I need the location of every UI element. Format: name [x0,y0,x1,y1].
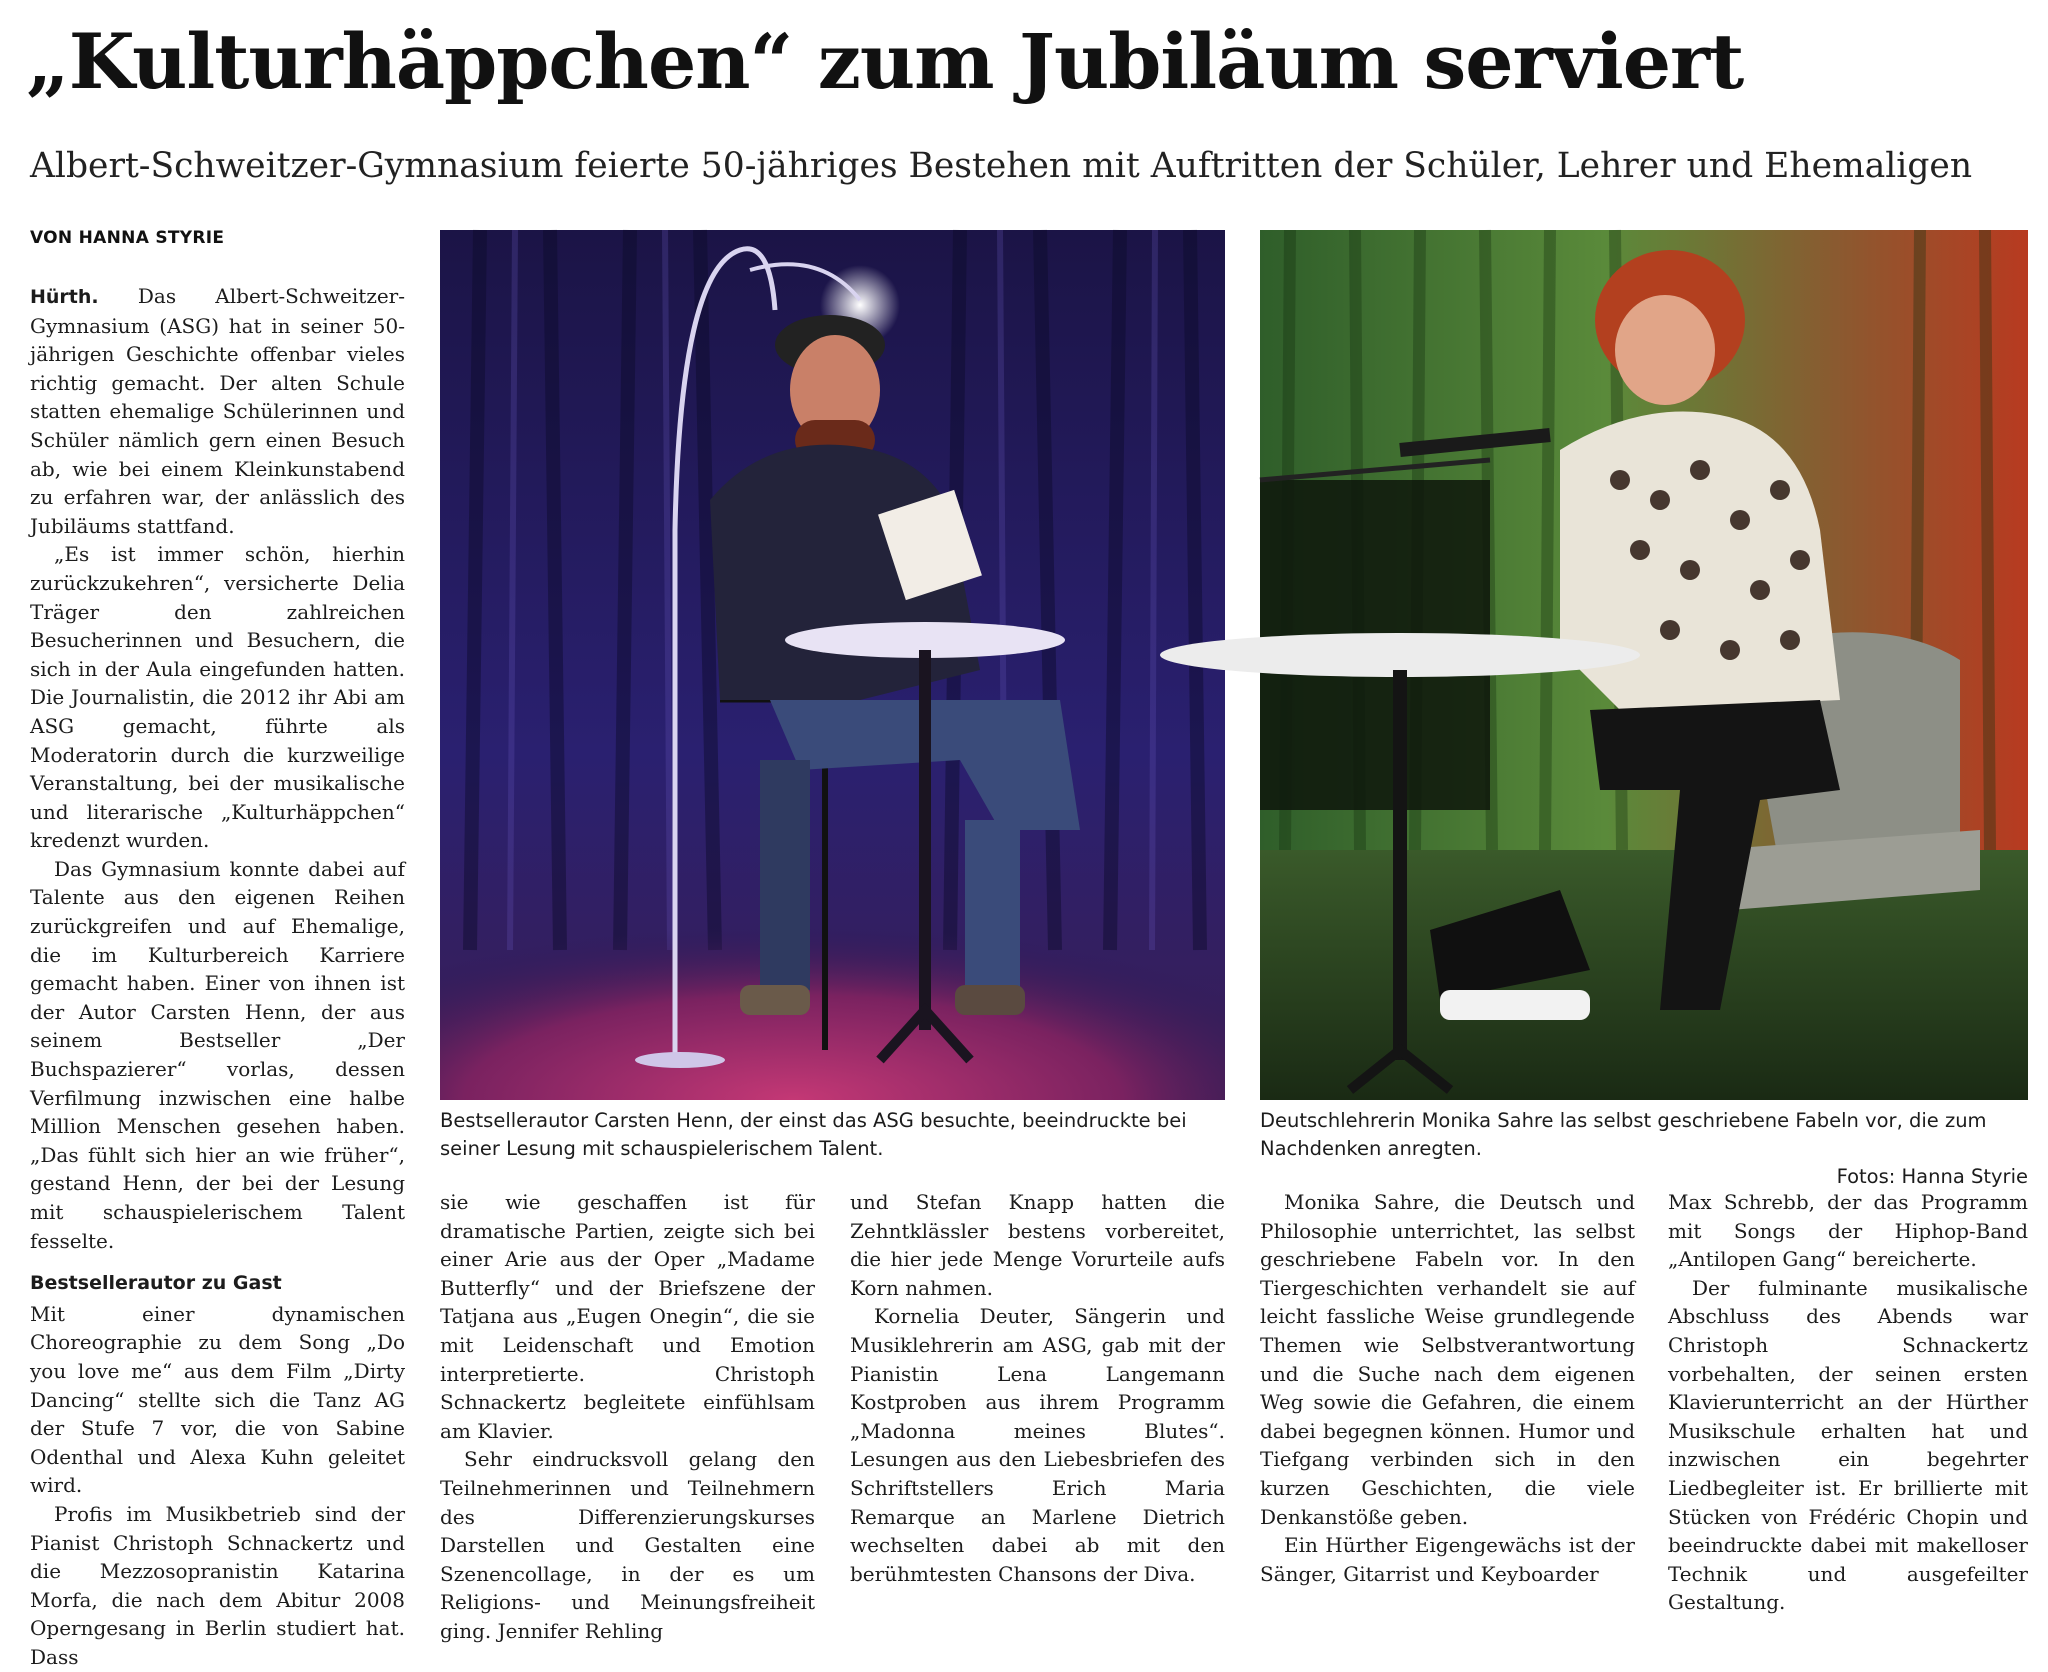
paragraph: Sehr eindrucksvoll gelang den Teilnehmerinnen und Teilnehmern des Differenzierungskurses Darstellen und Gestalten eine Szenencollage, in der es um Religions- und Meinungsfreiheit ging. Jennifer Rehling [440,1447,815,1643]
paragraph: Kornelia Deuter, Sängerin und Musiklehrerin am ASG, gab mit der Pianistin Lena Langemann Kostproben aus ihrem Programm „Madonna meines Blutes“. Lesungen aus den Liebesbriefen des Schriftstellers Erich Maria Remarque an Marlene Dietrich wechselten dabei ab mit den berühmtesten Chansons der Diva. [850,1304,1225,1586]
paragraph: Max Schrebb, der das Programm mit Songs der Hiphop-Band „Antilopen Gang“ bereicherte. [1668,1190,2028,1272]
paragraph: Monika Sahre, die Deutsch und Philosophie unterrichtet, las selbst geschriebene Fabeln vor. In den Tiergeschichten verhandelt sie auf leicht fassliche Weise grundlegende Themen wie Selbstverantwortung und die Suche nach dem eigenen Weg sowie die Gefahren, die einem dabei begegnen können. Humor und Tiefgang verbinden sich in den kurzen Geschichten, die viele Denkanstöße geben. [1260,1190,1635,1529]
article-column-2 [440,1188,815,1646]
reading-author-photo [440,230,1225,1100]
photo-caption-text: Deutschlehrerin Monika Sahre las selbst geschriebene Fabeln vor, die zum Nachdenken anregten. [1260,1109,1987,1160]
paragraph: Mit einer dynamischen Choreographie zu dem Song „Do you love me“ aus dem Film „Dirty Dancing“ stellte sich die Tanz AG der Stufe 7 vor, die von Sabine Odenthal und Alexa Kuhn geleitet wird. [30,1301,405,1498]
paragraph: Der fulminante musikalische Abschluss des Abends war Christoph Schnackertz vorbehalten, der seinen ersten Klavierunterricht an der Hürther Musikschule erhalten hat und inzwischen ein begehrter Liedbegleiter ist. Er brillierte mit Stücken von Frédéric Chopin und beeindruckte dabei mit makelloser Technik und ausgefeilter Gestaltung. [1668,1275,2028,1615]
article-column-3 [850,1188,1225,1588]
paragraph: „Es ist immer schön, hierhin zurückzukehren“, versicherte Delia Träger den zahlreichen Besucherinnen und Besuchern, die sich in der Aula eingefunden hatten. Die Journalistin, die 2012 ihr Abi am ASG gemacht, führte als Moderatorin durch die kurzweilige Veranstaltung, bei der musikalische und literarische „Kulturhäppchen“ kredenzt wurden. [30,542,405,853]
paragraph: Das Gymnasium konnte dabei auf Talente aus den eigenen Reihen zurückgreifen und auf Ehemalige, die im Kulturbereich Karriere gemacht haben. Einer von ihnen ist der Autor Carsten Henn, der aus seinem Bestseller „Der Buchspazierer“ vorlas, dessen Verfilmung inzwischen eine halbe Million Menschen gesehen haben. „Das fühlt sich hier an wie früher“, gestand Henn, der bei der Lesung mit schauspielerischem Talent fesselte. [30,856,405,1253]
byline: VON HANNA STYRIE [30,228,225,248]
paragraph [30,282,405,540]
article-column-4 [1260,1188,1635,1588]
photo-caption-left: Bestsellerautor Carsten Henn, der einst das ASG besuchte, beeindruckte bei seiner Lesung mit schauspielerischem Talent. [440,1109,1187,1160]
paragraph: Profis im Musikbetrieb sind der Pianist Christoph Schnackertz und die Mezzosopranistin Katarina Morfa, die nach dem Abitur 2008 Operngesang in Berlin studiert hat. Dass [30,1501,405,1669]
dateline: Hürth. [30,286,99,308]
paragraph: und Stefan Knapp hatten die Zehntklässler bestens vorbereitet, die hier jede Menge Vorurteile aufs Korn nahmen. [850,1190,1225,1300]
photo-caption-right [1260,1107,2028,1191]
subheadline: Albert-Schweitzer-Gymnasium feierte 50-jähriges Bestehen mit Auftritten der Schüler, Lehrer und Ehemaligen [30,146,1973,186]
article-column-1 [30,282,405,1672]
section-subhead: Bestsellerautor zu Gast [30,1272,282,1295]
paragraph: sie wie geschaffen ist für dramatische Partien, zeigte sich bei einer Arie aus der Oper „Madame Butterfly“ und der Briefszene der Tatjana aus „Eugen Onegin“, die sie mit Leidenschaft und Emotion interpretierte. Christoph Schnackertz begleitete einfühlsam am Klavier. [440,1190,815,1443]
photo-carsten-henn [440,230,1225,1100]
paragraph-text: Das Albert-Schweitzer-Gymnasium (ASG) hat in seiner 50-jährigen Geschichte offenbar vieles richtig gemacht. Der alten Schule statten ehemalige Schülerinnen und Schüler nämlich gern einen Besuch ab, wie bei einem Kleinkunstabend zu erfahren war, der anlässlich des Jubiläums stattfand. [30,284,406,538]
photo-monika-sahre [1260,230,2028,1100]
paragraph: Ein Hürther Eigengewächs ist der Sänger, Gitarrist und Keyboarder [1260,1533,1635,1586]
photo-credit: Fotos: Hanna Styrie [1836,1165,2028,1188]
article-column-5 [1668,1188,2028,1617]
reading-teacher-photo [1260,230,2028,1100]
headline: „Kulturhäppchen“ zum Jubiläum serviert [26,17,1744,106]
